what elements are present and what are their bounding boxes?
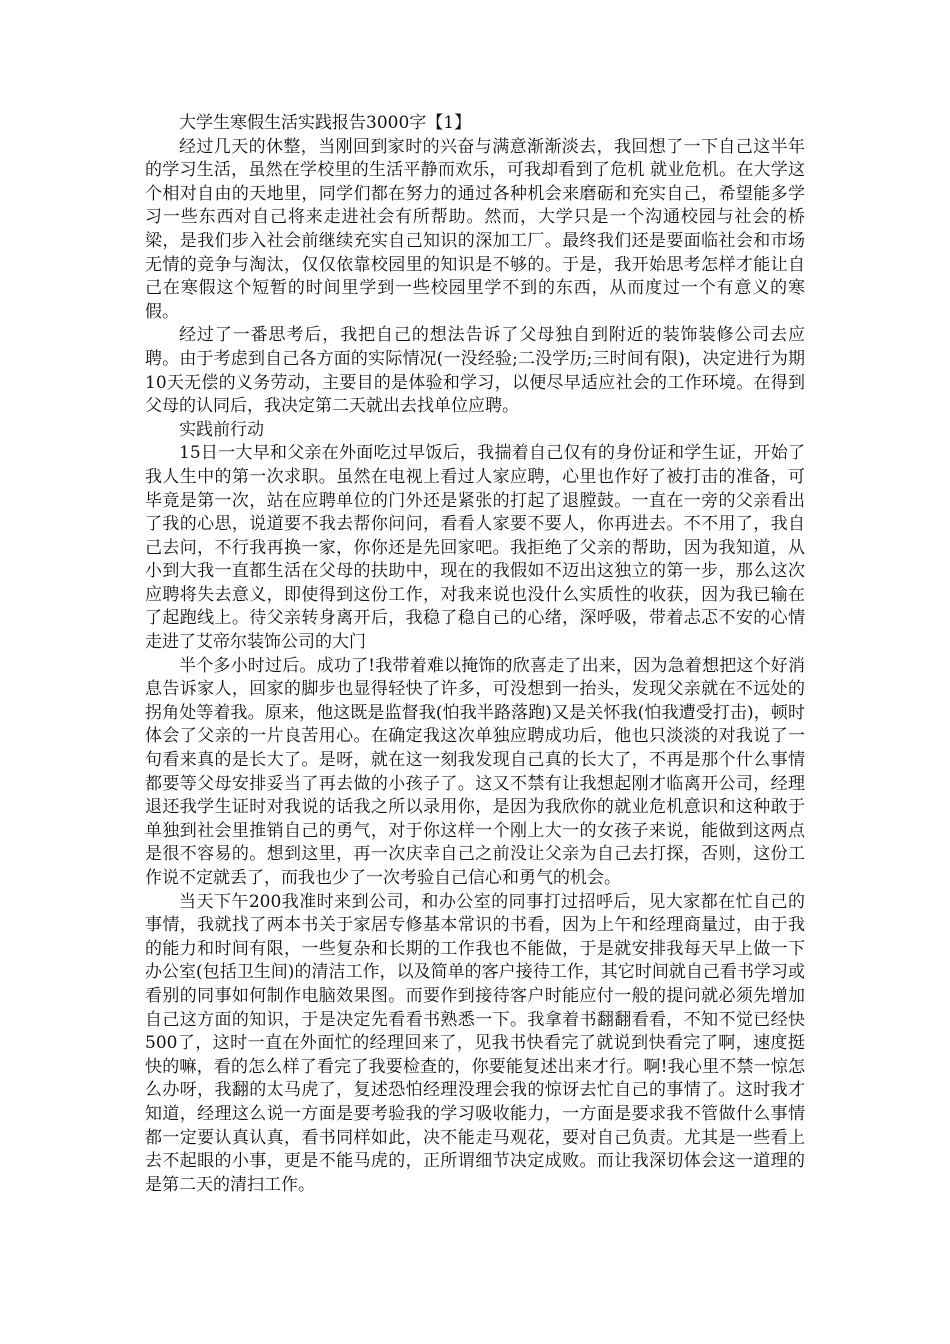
paragraph-5: 当天下午200我准时来到公司，和办公室的同事打过招呼后，见大家都在忙自己的事情，我就找了两本书关于家居专修基本常识的书看，因为上午和经理商量过，由于我的能力和时间有限，一些复杂和长期的工作我也不能做，于是就安排我每天早上做一下办公室(包括卫生间)的清洁工作，以及简单的客户接待工作，其它时间就自己看书学习或看别的同事如何制作电脑效果图。而要作到接待客户时能应付一般的提问就必须先增加自己这方面的知识，于是决定先看看书熟悉一下。我拿着书翻翻看看，不知不觉已经快500了，这时一直在外面忙的经理回来了，见我书快看完了就说到快看完了啊，速度挺快的嘛，看的怎么样了看完了我要检查的，你要能复述出来才行。啊!我心里不禁一惊怎么办呀，我翻的太马虎了，复述恐怕经理没理会我的惊讶去忙自己的事情了。这时我才知道，经理这么说一方面是要考验我的学习吸收能力，一方面是要求我不管做什么事情都一定要认真认真，看书同样如此，决不能走马观花，要对自己负责。尤其是一些看上去不起眼的小事，更是不能马虎的，正所谓细节决定成败。而让我深切体会这一道理的是第二天的清扫工作。 <box>145 891 805 1195</box>
document-body <box>145 112 805 1197</box>
paragraph-4: 半个多小时过后。成功了!我带着难以掩饰的欣喜走了出来，因为急着想把这个好消息告诉家人，回家的脚步也显得轻快了许多，可没想到一抬头，发现父亲就在不远处的拐角处等着我。原来，他这既是监督我(怕我半路落跑)又是关怀我(怕我遭受打击)，顿时体会了父亲的一片良苦用心。在确定我这次单独应聘成功后，他也只淡淡的对我说了一句看来真的是长大了。是呀，就在这一刻我发现自己真的长大了，不再是那个什么事情都要等父母安排妥当了再去做的小孩子了。这又不禁有让我想起刚才临离开公司，经理退还我学生证时对我说的话我之所以录用你，是因为我欣你的就业危机意识和这种敢于单独到社会里推销自己的勇气，对于你这样一个刚上大一的女孩子来说，能做到这两点是很不容易的。想到这里，再一次庆幸自己之前没让父亲为自己去打探，否则，这份工作说不定就丢了，而我也少了一次考验自己信心和勇气的机会。 <box>145 655 805 888</box>
paragraph-1: 经过几天的休整，当刚回到家时的兴奋与满意渐渐淡去，我回想了一下自己这半年的学习生活，虽然在学校里的生活平静而欢乐，可我却看到了危机 就业危机。在大学这个相对自由的天地里，同学们都在努力的通过各种机会来磨砺和充实自己，希望能多学习一些东西对自己将来走进社会有所帮助。然而，大学只是一个沟通校园与社会的桥梁，是我们步入社会前继续充实自己知识的深加工厂。最终我们还是要面临社会和市场无情的竞争与淘汰，仅仅依靠校园里的知识是不够的。于是，我开始思考怎样才能让自己在寒假这个短暂的时间里学到一些校园里学不到的东西，从而度过一个有意义的寒假。 <box>145 136 805 322</box>
paragraph-2: 经过了一番思考后，我把自己的想法告诉了父母独自到附近的装饰装修公司去应聘。由于考虑到自己各方面的实际情况(一没经验;二没学历;三时间有限)，决定进行为期10天无偿的义务劳动，主要目的是体验和学习，以便尽早适应社会的工作环境。在得到父母的认同后，我决定第二天就出去找单位应聘。 <box>145 325 805 417</box>
paragraph-3: 15日一大早和父亲在外面吃过早饭后，我揣着自己仅有的身份证和学生证，开始了我人生中的第一次求职。虽然在电视上看过人家应聘，心里也作好了被打击的准备，可毕竟是第一次，站在应聘单位的门外还是紧张的打起了退膛鼓。一直在一旁的父亲看出了我的心思，说道要不我去帮你问问，看看人家要不要人，你再进去。不不用了，我自己去问，不行我再换一家，你你还是先回家吧。我拒绝了父亲的帮助，因为我知道，从小到大我一直都生活在父母的扶助中，现在的我假如不迈出这独立的第一步，那么这次应聘将失去意义，即使得到这份工作，对我来说也没什么实质性的收获，因为我已输在了起跑线上。待父亲转身离开后，我稳了稳自己的心绪，深呼吸，带着忐忑不安的心情走进了艾帝尔装饰公司的大门 <box>145 443 805 653</box>
document-title: 大学生寒假生活实践报告3000字【1】 <box>179 113 472 133</box>
section-heading: 实践前行动 <box>179 419 264 440</box>
